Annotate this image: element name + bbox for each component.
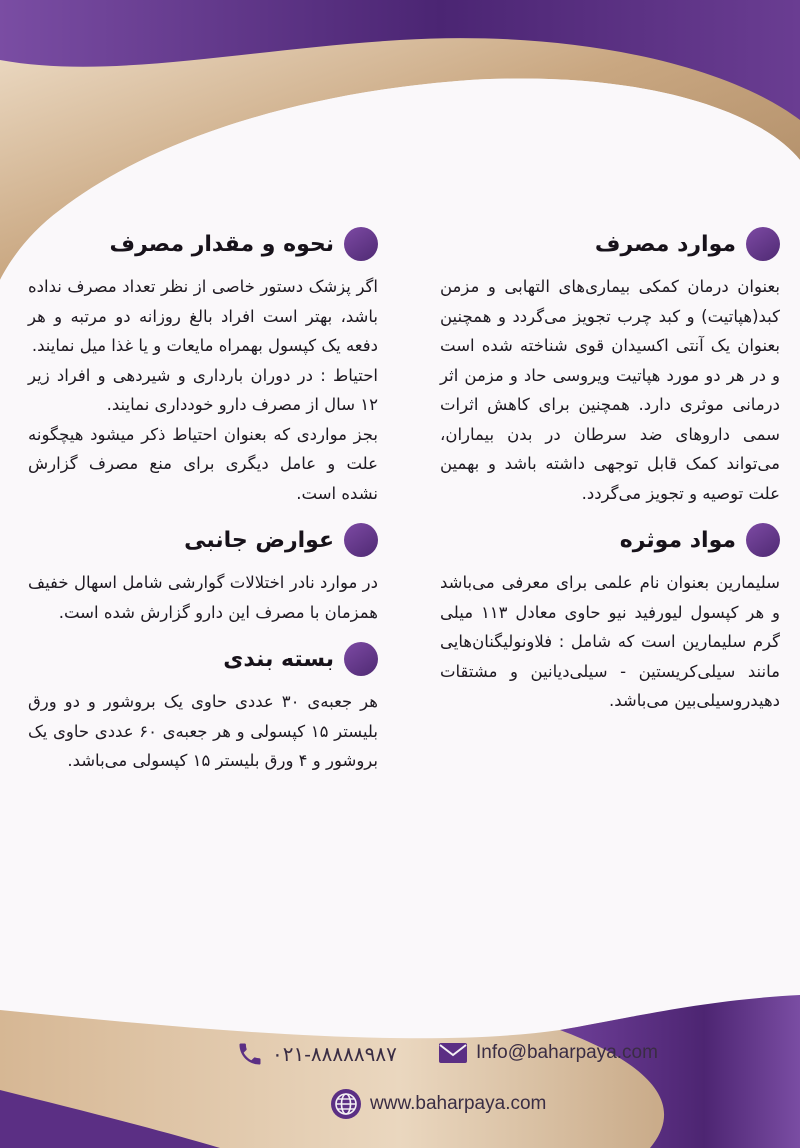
website-url: www.baharpaya.com <box>370 1093 547 1114</box>
phone-number: ۰۲۱-۸۸۸۸۸۹۸۷ <box>272 1043 397 1066</box>
dosage-body <box>28 272 378 508</box>
side-effects-heading <box>28 520 378 560</box>
website-contact[interactable] <box>330 1088 546 1120</box>
dosage-heading <box>28 224 378 264</box>
dosage-caution: احتیاط : در دوران بارداری و شیردهی و افراد زیر ۱۲ سال از مصرف دارو خودداری نمایند. <box>28 365 378 414</box>
ingredients-title: مواد موثره <box>619 527 736 553</box>
bullet-dot-icon <box>746 523 780 557</box>
section-dosage <box>28 224 378 508</box>
bullet-dot-icon <box>344 227 378 261</box>
dosage-paragraph: اگر پزشک دستور خاصی از نظر تعداد مصرف نداده باشد، بهتر است افراد بالغ روزانه دو مرتبه و هر دفعه یک کپسول بهمراه مایعات و یا غذا میل نمایند. <box>28 277 378 355</box>
dosage-contraindication: بجز مواردی که بعنوان احتیاط ذکر میشود هیچگونه علت و عامل دیگری برای منع مصرف گزارش نشده است. <box>28 424 378 503</box>
side-effects-title: عوارض جانبی <box>184 527 334 553</box>
globe-icon <box>330 1088 362 1120</box>
bullet-dot-icon <box>344 642 378 676</box>
usage-title: موارد مصرف <box>594 231 736 257</box>
envelope-icon <box>438 1042 468 1064</box>
email-address: Info@baharpaya.com <box>476 1042 658 1063</box>
packaging-title: بسته بندی <box>223 646 334 672</box>
section-ingredients <box>440 520 780 716</box>
side-effects-body: در موارد نادر اختلالات گوارشی شامل اسهال خفیف همزمان با مصرف این دارو گزارش شده است. <box>28 573 378 622</box>
left-column <box>28 224 378 788</box>
section-packaging <box>28 639 378 776</box>
section-side-effects <box>28 520 378 627</box>
phone-contact[interactable] <box>236 1040 397 1068</box>
bullet-dot-icon <box>746 227 780 261</box>
packaging-heading <box>28 639 378 679</box>
dosage-title: نحوه و مقدار مصرف <box>109 231 334 257</box>
ingredients-body: سلیمارین بعنوان نام علمی برای معرفی می‌باشد و هر کپسول لیورفید نیو حاوی معادل ۱۱۳ میلی گرم سلیمارین است که شامل : فلاونولیگنان‌هایی مانند سیلی‌کریستین - سیلی‌دیانین و مشتقات دهیدروسیلی‌بین می‌باشد. <box>440 573 781 710</box>
usage-body: بعنوان درمان کمکی بیماری‌های التهابی و مزمن کبد(هپاتیت) و کبد چرب تجویز می‌گردد و همچنین بعنوان یک آنتی اکسیدان قوی شناخته شده است و در هر دو مورد هپاتیت ویروسی حاد و مزمن اثر درمانی موثری دارد. همچنین برای کاهش اثرات سمی داروهای ضد سرطان در بدن بیماران، می‌تواند کمک قابل توجهی داشته باشد و بهمین علت توصیه و تجویز می‌گردد. <box>440 277 780 503</box>
phone-icon <box>236 1040 264 1068</box>
bullet-dot-icon <box>344 523 378 557</box>
usage-heading <box>440 224 780 264</box>
email-contact[interactable] <box>438 1042 658 1064</box>
right-column <box>440 224 780 728</box>
packaging-body: هر جعبه‌ی ۳۰ عددی حاوی یک بروشور و دو ورق بلیستر ۱۵ کپسولی و هر جعبه‌ی ۶۰ عددی حاوی یک بروشور و ۴ ورق بلیستر ۱۵ کپسولی می‌باشد. <box>28 692 378 770</box>
ingredients-heading <box>440 520 780 560</box>
section-usage <box>440 224 780 508</box>
